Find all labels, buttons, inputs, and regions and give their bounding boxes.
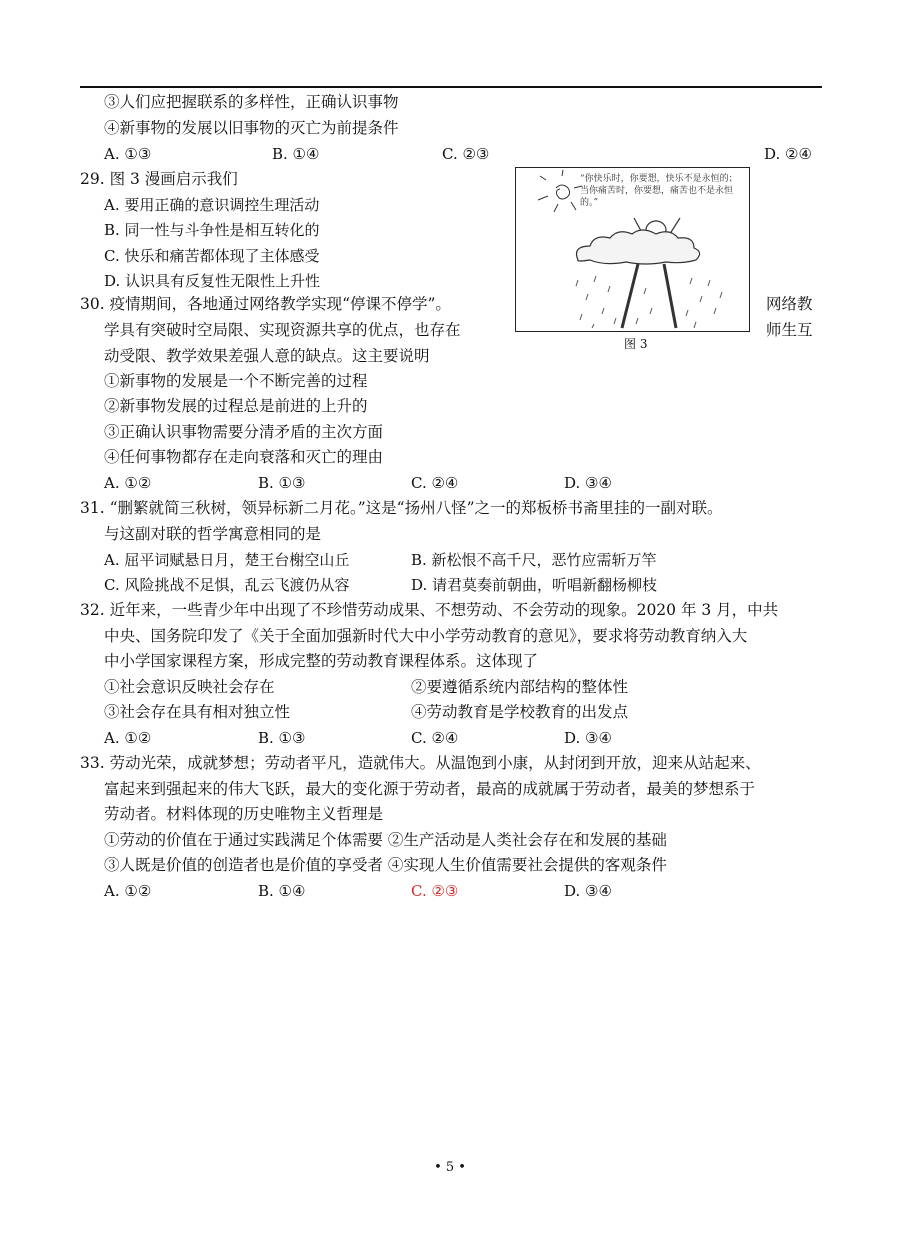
q32-line-3: 中小学国家课程方案，形成完整的劳动教育课程体系。这体现了 [104,652,539,670]
sun-icon [538,170,582,212]
q30-line-2: 学具有突破时空局限、实现资源共享的优点，也存在 [104,321,461,339]
q33-option-a[interactable]: A. ①② [104,882,152,900]
q30-option-a[interactable]: A. ①② [104,474,152,492]
q32-option-b[interactable]: B. ①③ [258,729,306,747]
header-rule [80,86,822,88]
q28-option-c[interactable]: C. ②③ [442,145,490,163]
rain-drops [576,276,722,328]
q32-statement-4: ④劳动教育是学校教育的出发点 [411,703,629,721]
q31-option-b[interactable]: B. 新松恨不高千尺，恶竹应需斩万竿 [411,551,657,569]
q30-statement-1: ①新事物的发展是一个不断完善的过程 [104,372,368,390]
q31-option-a[interactable]: A. 屈平词赋悬日月，楚王台榭空山丘 [104,551,350,569]
q30-statement-3: ③正确认识事物需要分清矛盾的主次方面 [104,423,384,441]
figure-caption: 图 3 [624,337,648,351]
stilts [622,264,676,328]
q30-line-1: 30. 疫情期间，各地通过网络教学实现“停课不停学”。 [80,295,451,313]
q29-option-b[interactable]: B. 同一性与斗争性是相互转化的 [104,221,320,239]
q28-statement-4: ④新事物的发展以旧事物的灭亡为前提条件 [104,119,399,137]
q32-option-d[interactable]: D. ③④ [564,729,612,747]
q30-line-2-right: 师生互 [766,321,813,339]
q30-line-1-right: 网络教 [766,295,813,313]
page-number: • 5 • [434,1160,466,1175]
q30-statement-4: ④任何事物都存在走向衰落和灭亡的理由 [104,448,384,466]
q29-option-a[interactable]: A. 要用正确的意识调控生理活动 [104,196,320,214]
q32-statement-1: ①社会意识反映社会存在 [104,678,275,696]
q29-option-c[interactable]: C. 快乐和痛苦都体现了主体感受 [104,247,320,265]
q33-statements-1-2: ①劳动的价值在于通过实践满足个体需要 ②生产活动是人类社会存在和发展的基础 [104,831,667,849]
q32-line-1: 32. 近年来，一些青少年中出现了不珍惜劳动成果、不想劳动、不会劳动的现象。2020 年 3 月，中共 [80,601,779,619]
cartoon-drawing [516,168,748,330]
q32-option-c[interactable]: C. ②④ [411,729,459,747]
q33-option-d[interactable]: D. ③④ [564,882,612,900]
q30-option-c[interactable]: C. ②④ [411,474,459,492]
q33-statements-3-4: ③人既是价值的创造者也是价值的享受者 ④实现人生价值需要社会提供的客观条件 [104,856,667,874]
q32-statement-3: ③社会存在具有相对独立性 [104,703,291,721]
q33-line-2: 富起来到强起来的伟大飞跃，最大的变化源于劳动者，最高的成就属于劳动者，最美的梦想系于 [104,780,756,798]
q30-option-d[interactable]: D. ③④ [564,474,612,492]
q32-line-2: 中央、国务院印发了《关于全面加强新时代大中小学劳动教育的意见》，要求将劳动教育纳入大 [104,627,748,645]
q33-option-b[interactable]: B. ①④ [258,882,306,900]
q31-line-1: 31. “删繁就简三秋树，领异标新二月花。”这是“扬州八怪”之一的郑板桥书斋里挂的一副对联。 [80,499,723,517]
q32-option-a[interactable]: A. ①② [104,729,152,747]
q28-option-d[interactable]: D. ②④ [764,145,812,163]
q31-line-2: 与这副对联的哲学寓意相同的是 [104,525,322,543]
figure-3-cartoon [515,167,750,332]
q28-option-a[interactable]: A. ①③ [104,145,152,163]
q30-line-3: 动受限、教学效果差强人意的缺点。这主要说明 [104,347,430,365]
q31-option-d[interactable]: D. 请君莫奏前朝曲，听唱新翻杨柳枝 [411,576,658,594]
q28-option-b[interactable]: B. ①④ [272,145,320,163]
q33-option-c-answer[interactable]: C. ②③ [411,882,459,900]
q29-option-d[interactable]: D. 认识具有反复性无限性上升性 [104,272,321,290]
q28-statement-3: ③人们应把握联系的多样性，正确认识事物 [104,93,399,111]
q30-statement-2: ②新事物发展的过程总是前进的上升的 [104,397,368,415]
q29-stem: 29. 图 3 漫画启示我们 [80,170,238,188]
figure-quote: “你快乐时，你要想，快乐不是永恒的；当你痛苦时，你要想，痛苦也不是永恒的。” [580,174,738,208]
q30-option-b[interactable]: B. ①③ [258,474,306,492]
q33-line-3: 劳动者。材料体现的历史唯物主义哲理是 [104,805,384,823]
q32-statement-2: ②要遵循系统内部结构的整体性 [411,678,629,696]
q31-option-c[interactable]: C. 风险挑战不足惧，乱云飞渡仍从容 [104,576,350,594]
q33-line-1: 33. 劳动光荣，成就梦想；劳动者平凡，造就伟大。从温饱到小康，从封闭到开放，迎来从站起来、 [80,754,761,772]
